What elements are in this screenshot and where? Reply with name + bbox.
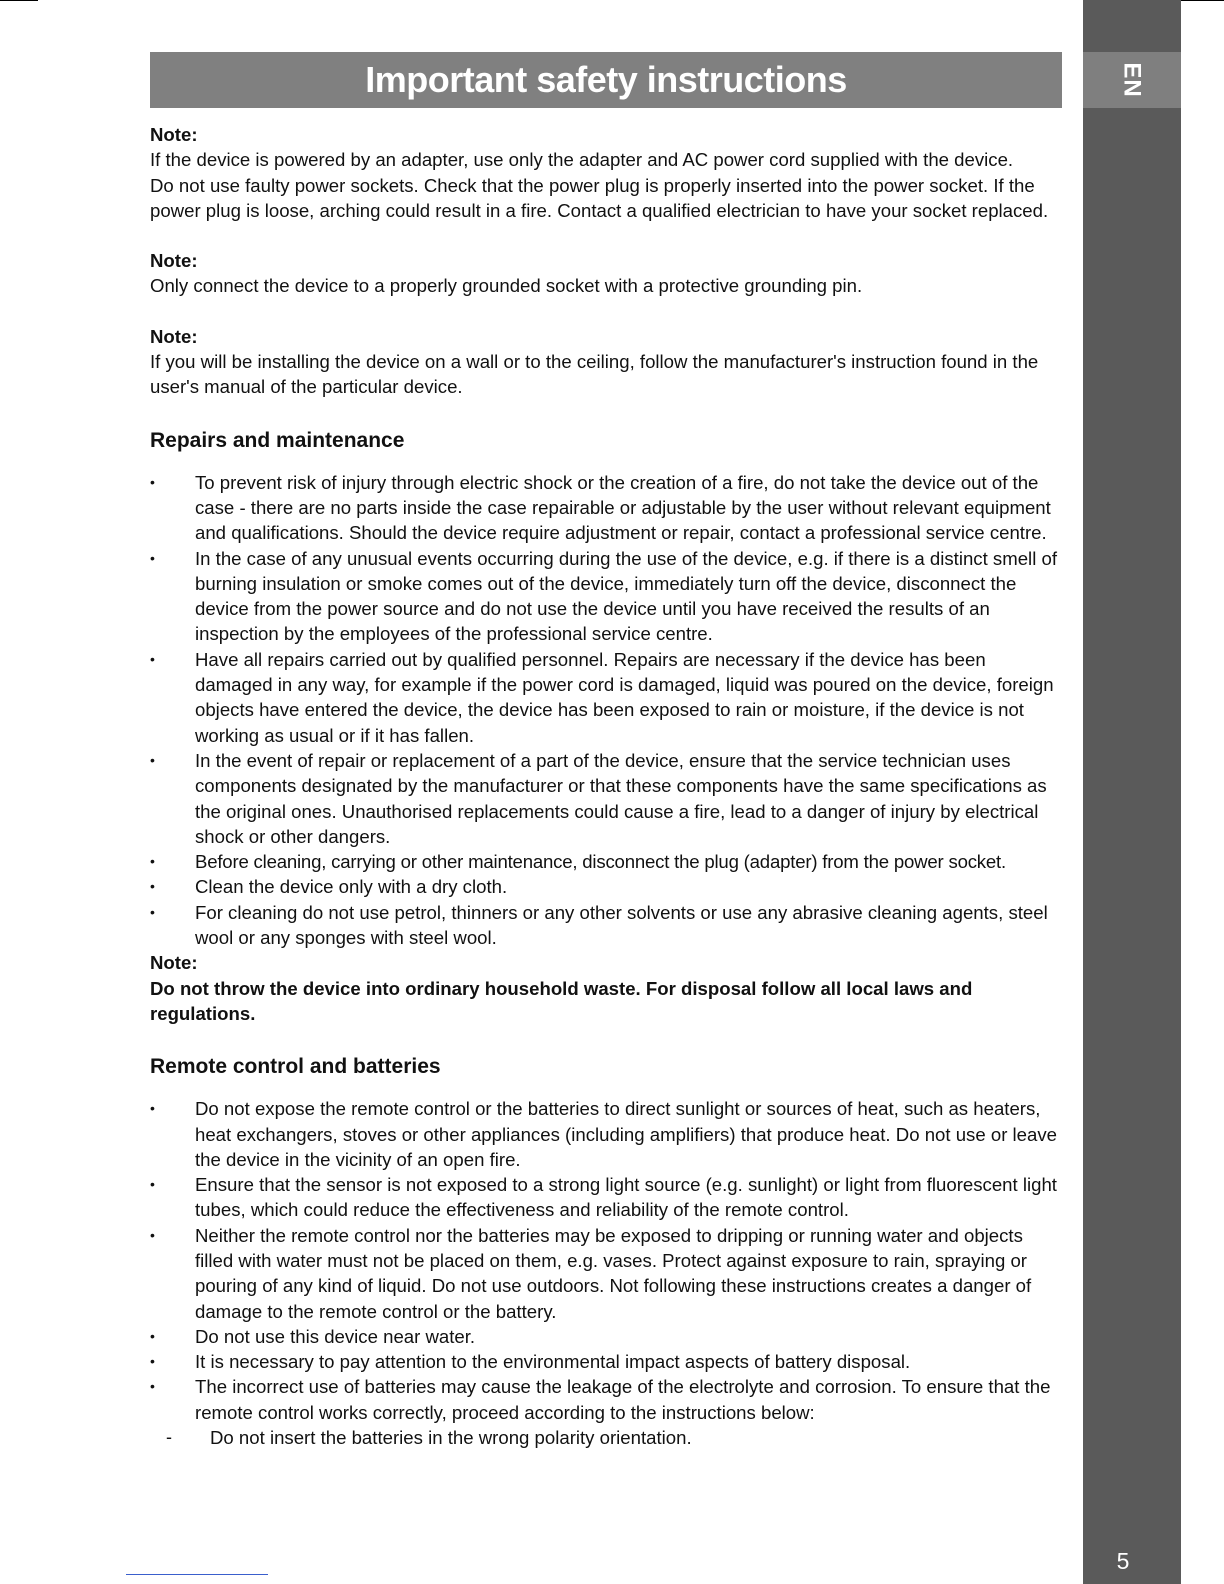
section-heading-remote: Remote control and batteries — [150, 1055, 441, 1079]
list-item: • In the case of any unusual events occurring during the use of the device, e.g. if there is a distinct smell of burning insulation or smoke comes out of the device, immediately turn off the device, disconnect the device from the power source and do not use the device until you have received the results of an inspection by the employees of the professional service centre. — [150, 546, 1065, 647]
side-language-tab — [1083, 0, 1181, 1584]
remote-list — [150, 1096, 1065, 1450]
list-item: • Before cleaning, carrying or other maintenance, disconnect the plug (adapter) from the power socket. — [150, 849, 1065, 874]
list-item: • To prevent risk of injury through electric shock or the creation of a fire, do not take the device out of the case - there are no parts inside the case repairable or adjustable by the user without relevant equipment and qualifications. Should the device require adjustment or repair, contact a professional service centre. — [150, 470, 1065, 546]
page-title: Important safety instructions — [365, 59, 847, 100]
note-label: Note: — [150, 124, 198, 145]
list-item: • For cleaning do not use petrol, thinners or any other solvents or use any abrasive cleaning agents, steel wool or any sponges with steel wool. — [150, 900, 1065, 951]
language-indicator — [1083, 52, 1181, 108]
list-item: • It is necessary to pay attention to the environmental impact aspects of battery disposal. — [150, 1349, 1065, 1374]
section-heading-repairs: Repairs and maintenance — [150, 428, 405, 452]
document-body — [150, 122, 1065, 1450]
list-item: • Do not expose the remote control or the batteries to direct sunlight or sources of heat, such as heaters, heat exchangers, stoves or other appliances (including amplifiers) that produce heat. Do not use or leave the device in the vicinity of an open fire. — [150, 1096, 1065, 1172]
note-text: Only connect the device to a properly grounded socket with a protective grounding pin. — [150, 275, 863, 297]
title-bar — [150, 52, 1062, 108]
list-item: • Ensure that the sensor is not exposed to a strong light source (e.g. sunlight) or light from fluorescent light tubes, which could reduce the effectiveness and reliability of the remote control. — [150, 1172, 1065, 1223]
crop-mark-top-left — [0, 0, 38, 1]
note-adapter — [150, 122, 1065, 223]
list-item: • Neither the remote control nor the batteries may be exposed to dripping or running water and objects filled with water must not be placed on them, e.g. vases. Protect against exposure to rain, spraying or pouring of any kind of liquid. Do not use outdoors. Not following these instructions creates a danger of damage to the remote control or the battery. — [150, 1223, 1065, 1324]
list-item: • Do not use this device near water. — [150, 1324, 1065, 1349]
repairs-list — [150, 470, 1065, 951]
crop-mark-bottom-left — [126, 1574, 268, 1575]
side-tab-top — [1083, 0, 1181, 52]
note-grounding — [150, 248, 1065, 299]
note-label: Note: — [150, 250, 198, 272]
note-installation — [150, 324, 1065, 400]
list-item: • The incorrect use of batteries may cause the leakage of the electrolyte and corrosion. To ensure that the remote control works correctly, proceed according to the instructions below: — [150, 1374, 1065, 1425]
list-item: • Have all repairs carried out by qualified personnel. Repairs are necessary if the device has been damaged in any way, for example if the power cord is damaged, liquid was poured on the device, foreign objects have entered the device, the device has been exposed to rain or moisture, if the device is not working as usual or if it has fallen. — [150, 647, 1065, 748]
note-text: If you will be installing the device on a wall or to the ceiling, follow the manufacturer's instruction found in the user's manual of the particular device. — [150, 351, 1039, 398]
list-item: • In the event of repair or replacement of a part of the device, ensure that the service technician uses components designated by the manufacturer or that these components have the same specifications as the original ones. Unauthorised replacements could cause a fire, lead to a danger of injury by electrical shock or other dangers. — [150, 748, 1065, 849]
sub-list-item: - Do not insert the batteries in the wrong polarity orientation. — [150, 1425, 1065, 1450]
crop-mark-top-right — [1176, 0, 1224, 1]
list-item: • Clean the device only with a dry cloth. — [150, 874, 1065, 899]
note-text: Do not throw the device into ordinary household waste. For disposal follow all local laws and regulations. — [150, 977, 973, 1024]
note-disposal — [150, 950, 1065, 1026]
language-label: EN — [1119, 62, 1146, 98]
note-label: Note: — [150, 325, 198, 347]
note-text: Do not use faulty power sockets. Check that the power plug is properly inserted into the power socket. If the power plug is loose, arching could result in a fire. Contact a qualified electrician to have your socket replaced. — [150, 174, 1049, 221]
page-number: 5 — [1116, 1548, 1130, 1574]
note-label: Note: — [150, 952, 198, 974]
note-text: If the device is powered by an adapter, use only the adapter and AC power cord supplied with the device. — [150, 149, 1014, 171]
